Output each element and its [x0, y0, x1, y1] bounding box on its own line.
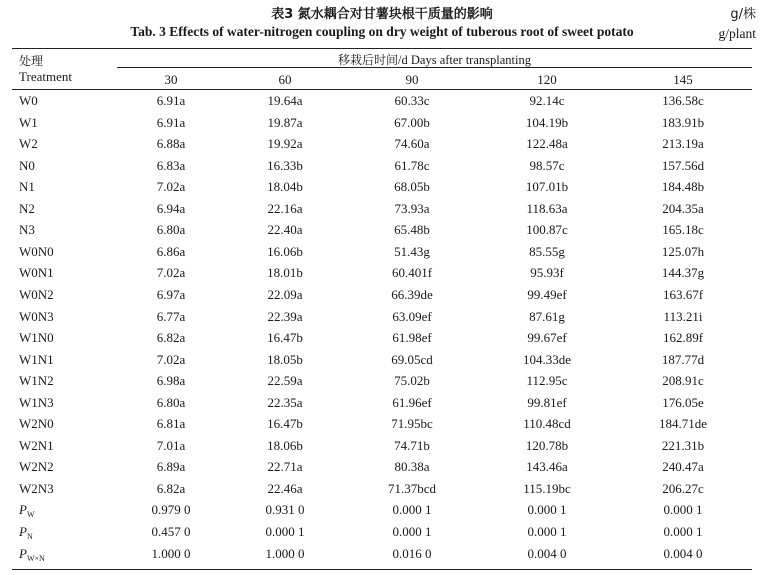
table-cell: 187.77d — [661, 351, 705, 367]
table-cell: 73.93a — [394, 200, 430, 216]
table-cell: 6.91a — [156, 93, 186, 108]
table-caption-en: Tab. 3 Effects of water-nitrogen coupling on dry weight of tuberous root of sweet potato — [130, 24, 634, 39]
table-row — [0, 416, 764, 436]
table-row — [0, 222, 764, 242]
column-header-day: 145 — [673, 72, 693, 87]
p-value-cell: 0.000 1 — [663, 524, 703, 539]
treatment-label: W0N3 — [19, 308, 54, 324]
p-value-cell: 0.000 1 — [392, 524, 432, 539]
treatment-label: W1N3 — [19, 394, 54, 410]
table-row — [0, 93, 764, 113]
table-cell: 16.47b — [267, 330, 303, 346]
table-cell: 104.33de — [522, 351, 572, 367]
table-cell: 125.07h — [661, 243, 705, 259]
table-cell: 6.80a — [156, 394, 186, 410]
table-cell: 19.64a — [267, 93, 303, 108]
table-cell: 68.05b — [394, 179, 430, 195]
table-cell: 99.81ef — [527, 394, 567, 410]
table-row — [0, 309, 764, 329]
p-value-cell: 0.004 0 — [663, 545, 703, 561]
table-cell: 18.05b — [267, 351, 303, 367]
p-symbol: P — [19, 524, 27, 539]
table-cell: 22.46a — [267, 480, 303, 496]
table-cell: 18.04b — [267, 179, 303, 195]
table-cell: 6.91a — [156, 114, 186, 130]
p-value-cell: 1.000 0 — [151, 545, 191, 561]
treatment-label: W2N1 — [19, 437, 54, 453]
table-cell: 61.96ef — [392, 394, 432, 410]
table-row — [0, 179, 764, 199]
table-cell: 66.39de — [391, 286, 433, 302]
table-cell: 184.48b — [661, 179, 705, 195]
table-cell: 98.57c — [529, 157, 565, 173]
table-cell: 61.98ef — [392, 330, 432, 346]
table-cell: 61.78c — [394, 157, 430, 173]
table-cell: 99.49ef — [527, 286, 567, 302]
table-cell: 6.81a — [156, 416, 186, 432]
table-cell: 162.89f — [662, 330, 704, 346]
p-value-row — [0, 502, 764, 522]
table-cell: 163.67f — [662, 286, 704, 302]
table-row — [0, 287, 764, 307]
table-cell: 206.27c — [662, 480, 704, 496]
treatment-label: W1N1 — [19, 351, 54, 367]
p-value-cell: 0.016 0 — [392, 545, 432, 561]
table-cell: 74.71b — [394, 437, 430, 453]
table-cell: 22.09a — [267, 286, 303, 302]
p-subscript: N — [26, 532, 33, 541]
table-cell: 6.98a — [156, 373, 186, 389]
table-cell: 71.95bc — [391, 416, 433, 432]
table-cell: 22.35a — [267, 394, 303, 410]
table-cell: 6.97a — [156, 286, 186, 302]
table-cell: 65.48b — [394, 222, 430, 238]
table-cell: 6.82a — [156, 330, 186, 346]
table-cell: 18.06b — [267, 437, 303, 453]
p-subscript: W — [26, 510, 35, 520]
treatment-label: W1 — [19, 114, 38, 130]
treatment-label: W0 — [19, 93, 38, 108]
treatment-label: W1N0 — [19, 330, 54, 346]
p-symbol: P — [19, 545, 27, 561]
table-cell: 104.19b — [525, 114, 569, 130]
p-value-cell: 0.000 1 — [265, 524, 305, 539]
table-cell: 74.60a — [394, 136, 430, 152]
table-cell: 120.78b — [525, 437, 569, 453]
table-caption-cn: 表3 氮水耦合对甘薯块根干质量的影响 — [271, 7, 493, 22]
table-cell: 63.09ef — [392, 308, 432, 324]
table-cell: 6.83a — [156, 157, 186, 173]
p-value-row — [0, 546, 764, 566]
treatment-label: W2N2 — [19, 459, 54, 475]
table-cell: 6.77a — [156, 308, 186, 324]
table-cell: 110.48cd — [523, 416, 571, 432]
span-rule — [117, 67, 752, 68]
table-row — [0, 373, 764, 393]
days-span-cn: 移栽后时间 — [338, 53, 399, 67]
table-cell: 112.95c — [526, 373, 568, 389]
table-row — [0, 459, 764, 479]
p-value-cell: 1.000 0 — [265, 545, 305, 561]
p-value-label — [19, 502, 35, 519]
table-cell: 165.18c — [662, 222, 704, 238]
table-cell: 18.01b — [267, 265, 303, 281]
table-cell: 80.38a — [394, 459, 430, 475]
p-value-cell: 0.000 1 — [663, 502, 703, 518]
table-cell: 99.67ef — [527, 330, 567, 346]
table-cell: 22.40a — [267, 222, 303, 238]
p-value-label — [19, 546, 45, 563]
table-row — [0, 158, 764, 178]
table-cell: 144.37g — [661, 265, 705, 281]
table-cell: 183.91b — [661, 114, 705, 130]
p-value-cell: 0.000 1 — [392, 502, 432, 518]
table-cell: 16.47b — [267, 416, 303, 432]
table-cell: 85.55g — [529, 243, 565, 259]
table-cell: 100.87c — [526, 222, 568, 238]
table-cell: 71.37bcd — [387, 480, 437, 496]
table-cell: 122.48a — [526, 136, 568, 152]
table-cell: 92.14c — [529, 93, 565, 108]
table-cell: 6.88a — [156, 136, 186, 152]
days-span-header — [117, 51, 752, 68]
column-header-day: 90 — [405, 72, 419, 87]
treatment-header-cn: 处理 — [19, 54, 44, 68]
table-cell: 6.82a — [156, 480, 186, 496]
table-cell: 22.39a — [267, 308, 303, 324]
table-cell: 118.63a — [526, 200, 568, 216]
unit-en: g/plant — [718, 26, 756, 41]
table-cell: 213.19a — [662, 136, 704, 152]
table-cell: 60.401f — [391, 265, 433, 281]
column-header-day: 120 — [537, 72, 557, 87]
table-cell: 204.35a — [662, 200, 704, 216]
table-cell: 75.02b — [394, 373, 430, 389]
table-cell: 67.00b — [394, 114, 430, 130]
p-value-cell: 0.457 0 — [151, 524, 191, 539]
table-cell: 113.21i — [663, 308, 703, 324]
table-row — [0, 136, 764, 156]
table-cell: 95.93f — [530, 265, 564, 281]
treatment-label: W0N1 — [19, 265, 54, 281]
treatment-label: W1N2 — [19, 373, 54, 389]
p-subscript: W×N — [26, 553, 45, 563]
days-span-en: /d Days after transplanting — [398, 53, 531, 67]
treatment-label: W0N2 — [19, 286, 54, 302]
table-cell: 157.56d — [661, 157, 705, 173]
table-row — [0, 265, 764, 285]
table-row — [0, 330, 764, 350]
table-cell: 6.86a — [156, 243, 186, 259]
treatment-label: W2 — [19, 136, 38, 152]
unit-cn: g/株 — [730, 7, 756, 22]
table-cell: 69.05cd — [391, 351, 433, 367]
p-value-row — [0, 524, 764, 544]
table-cell: 7.01a — [156, 437, 186, 453]
table-row — [0, 395, 764, 415]
table-cell: 221.31b — [661, 437, 705, 453]
bottom-rule — [12, 569, 752, 570]
table-row — [0, 201, 764, 221]
table-row — [0, 438, 764, 458]
treatment-label: W2N0 — [19, 416, 54, 432]
column-header-day: 60 — [278, 72, 292, 87]
table-cell: 51.43g — [394, 243, 430, 259]
table-cell: 115.19bc — [523, 480, 571, 496]
table-cell: 6.94a — [156, 200, 186, 216]
treatment-label: W0N0 — [19, 243, 54, 259]
table-cell: 176.05e — [662, 394, 704, 410]
table-row — [0, 481, 764, 501]
treatment-label: N3 — [19, 222, 35, 238]
table-cell: 7.02a — [156, 179, 186, 195]
treatment-header-en: Treatment — [19, 69, 72, 84]
table-cell: 19.92a — [267, 136, 303, 152]
table-cell: 19.87a — [267, 114, 303, 130]
table-cell: 6.89a — [156, 459, 186, 475]
p-value-cell: 0.979 0 — [151, 502, 191, 518]
p-value-label — [19, 524, 33, 541]
p-value-cell: 0.931 0 — [265, 502, 305, 518]
table-cell: 16.06b — [267, 243, 303, 259]
table-cell: 22.59a — [267, 373, 303, 389]
table-cell: 240.47a — [662, 459, 704, 475]
table-cell: 87.61g — [529, 308, 565, 324]
table-cell: 16.33b — [267, 157, 303, 173]
table-cell: 184.71de — [658, 416, 708, 432]
table-cell: 60.33c — [394, 93, 430, 108]
p-symbol: P — [19, 502, 27, 518]
table-cell: 22.16a — [267, 200, 303, 216]
table-cell: 7.02a — [156, 265, 186, 281]
treatment-label: N1 — [19, 179, 35, 195]
column-header-day: 30 — [164, 72, 178, 87]
table-cell: 6.80a — [156, 222, 186, 238]
table-cell: 143.46a — [526, 459, 568, 475]
header-rule — [12, 89, 752, 90]
table-row — [0, 352, 764, 372]
p-value-cell: 0.004 0 — [527, 545, 567, 561]
treatment-label: N2 — [19, 200, 35, 216]
table-row — [0, 244, 764, 264]
treatment-label: W2N3 — [19, 480, 54, 496]
table-row — [0, 115, 764, 135]
p-value-cell: 0.000 1 — [527, 502, 567, 518]
table-cell: 208.91c — [662, 373, 704, 389]
table-cell: 136.58c — [662, 93, 704, 108]
table-cell: 7.02a — [156, 351, 186, 367]
top-rule — [12, 48, 752, 49]
table-cell: 22.71a — [267, 459, 303, 475]
p-value-cell: 0.000 1 — [527, 524, 567, 539]
table-cell: 107.01b — [525, 179, 569, 195]
treatment-label: N0 — [19, 157, 35, 173]
